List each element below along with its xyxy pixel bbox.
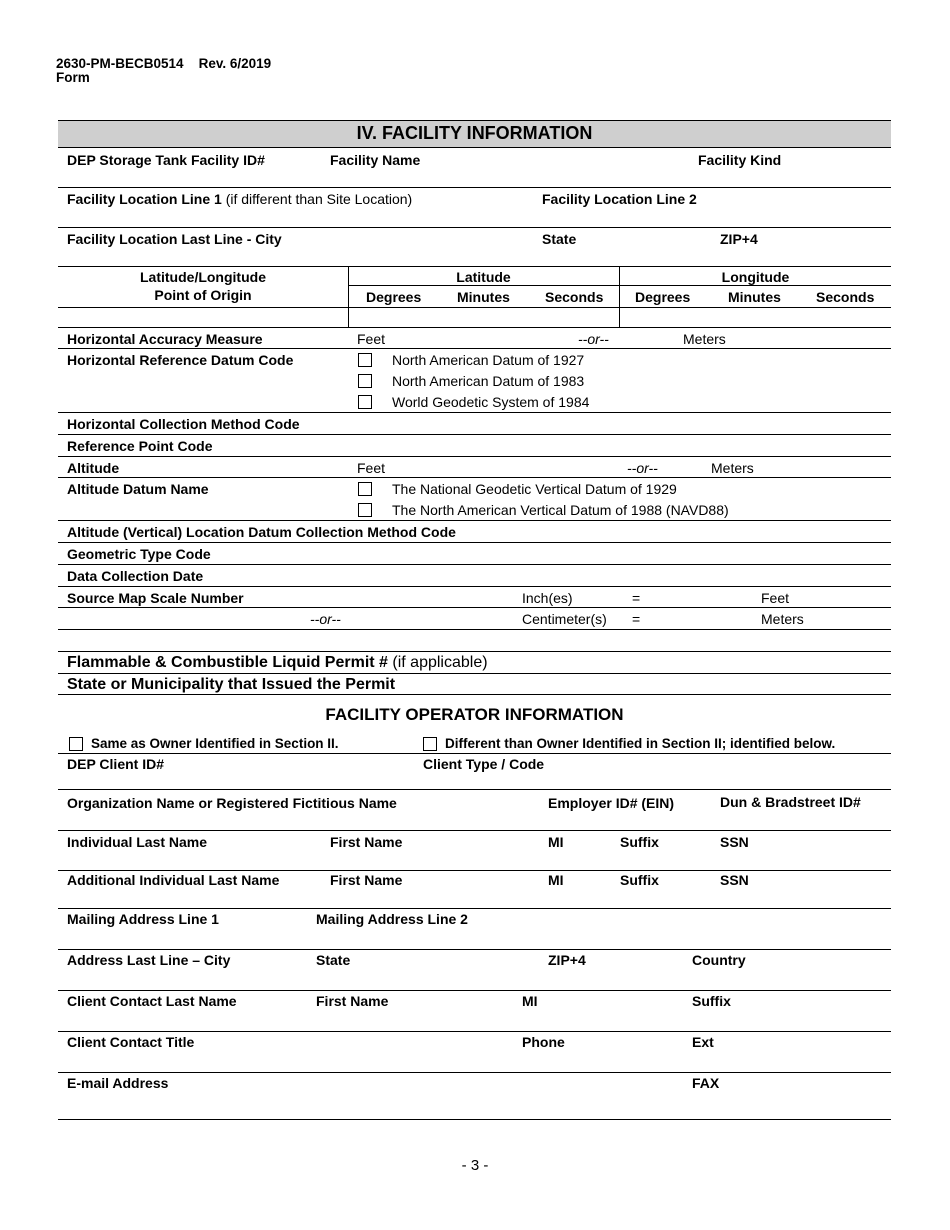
contact-mi-label: MI (522, 993, 538, 1009)
same-as-owner-checkbox[interactable] (69, 737, 83, 751)
mailing-line1-label: Mailing Address Line 1 (67, 911, 219, 927)
horizontal-accuracy-label: Horizontal Accuracy Measure (67, 331, 263, 347)
equals-sign: = (632, 611, 641, 627)
location-state-label: State (542, 231, 577, 247)
divider (58, 753, 891, 754)
horizontal-datum-label: Horizontal Reference Datum Code (67, 352, 294, 368)
first-name-label: First Name (330, 872, 403, 888)
divider (619, 266, 620, 327)
long-minutes-header: Minutes (728, 289, 781, 305)
divider (58, 187, 891, 188)
longitude-header: Longitude (721, 269, 790, 285)
long-degrees-header: Degrees (635, 289, 691, 305)
divider (58, 266, 891, 267)
accuracy-feet-label: Feet (357, 331, 386, 347)
different-owner-checkbox[interactable] (423, 737, 437, 751)
altitude-or-label: --or-- (627, 460, 658, 476)
scale-meters-label: Meters (761, 611, 804, 627)
country-label: Country (692, 952, 746, 968)
altitude-label: Altitude (67, 460, 120, 476)
datum-1983-checkbox[interactable] (358, 374, 372, 388)
origin-label-line2: Point of Origin (154, 287, 252, 303)
scale-or-label: --or-- (310, 611, 341, 627)
divider (58, 456, 891, 457)
accuracy-meters-label: Meters (683, 331, 726, 347)
individual-last-label: Individual Last Name (67, 834, 208, 850)
suffix-label: Suffix (620, 872, 659, 888)
dep-client-id-label: DEP Client ID# (67, 756, 164, 772)
datum-option-label: North American Datum of 1927 (392, 352, 585, 368)
contact-last-label: Client Contact Last Name (67, 993, 237, 1009)
divider (58, 477, 891, 478)
contact-suffix-label: Suffix (692, 993, 731, 1009)
divider (58, 694, 891, 695)
horizontal-method-label: Horizontal Collection Method Code (67, 416, 300, 432)
form-id: 2630-PM-BECB0514 Rev. 6/2019 (56, 56, 272, 71)
divider (58, 307, 891, 308)
divider (58, 434, 891, 435)
reference-point-label: Reference Point Code (67, 438, 213, 454)
mi-label: MI (548, 834, 564, 850)
location-city-label: Facility Location Last Line - City (67, 231, 282, 247)
contact-title-label: Client Contact Title (67, 1034, 195, 1050)
additional-last-label: Additional Individual Last Name (67, 872, 280, 888)
address-city-label: Address Last Line – City (67, 952, 231, 968)
lat-minutes-header: Minutes (457, 289, 510, 305)
email-label: E-mail Address (67, 1075, 169, 1091)
phone-label: Phone (522, 1034, 565, 1050)
divider (58, 908, 891, 909)
divider (58, 651, 891, 652)
datum-option-label: World Geodetic System of 1984 (392, 394, 590, 410)
section-title: IV. FACILITY INFORMATION (356, 123, 593, 143)
scale-feet-label: Feet (761, 590, 790, 606)
equals-sign: = (632, 590, 641, 606)
divider (58, 607, 891, 608)
divider (58, 949, 891, 950)
divider (58, 586, 891, 587)
divider (58, 1031, 891, 1032)
client-type-label: Client Type / Code (423, 756, 545, 772)
divider (58, 564, 891, 565)
form-label: Form (56, 70, 90, 85)
divider (58, 830, 891, 831)
org-name-label: Organization Name or Registered Fictitious Name (67, 795, 397, 811)
first-name-label: First Name (330, 834, 403, 850)
divider (58, 520, 891, 521)
source-map-scale-label: Source Map Scale Number (67, 590, 244, 606)
divider (58, 789, 891, 790)
divider (348, 266, 349, 327)
accuracy-or-label: --or-- (578, 331, 609, 347)
altitude-option-label: The National Geodetic Vertical Datum of 1929 (392, 481, 677, 497)
mailing-line2-label: Mailing Address Line 2 (316, 911, 468, 927)
address-state-label: State (316, 952, 351, 968)
operator-section-title: FACILITY OPERATOR INFORMATION (325, 705, 624, 724)
location-line2-label: Facility Location Line 2 (542, 191, 697, 207)
facility-id-label: DEP Storage Tank Facility ID# (67, 152, 265, 168)
divider (58, 1072, 891, 1073)
lat-degrees-header: Degrees (366, 289, 422, 305)
origin-label-line1: Latitude/Longitude (140, 269, 266, 285)
datum-1927-checkbox[interactable] (358, 353, 372, 367)
latitude-header: Latitude (456, 269, 511, 285)
same-as-owner-label: Same as Owner Identified in Section II. (91, 736, 339, 751)
ein-label: Employer ID# (EIN) (548, 795, 675, 811)
divider (58, 348, 891, 349)
permit-label: Flammable & Combustible Liquid Permit # (if applicable) (67, 654, 488, 671)
altitude-option-label: The North American Vertical Datum of 1988 (NAVD88) (392, 502, 729, 518)
divider (58, 327, 891, 328)
mi-label: MI (548, 872, 564, 888)
centimeters-label: Centimeter(s) (522, 611, 607, 627)
divider (58, 412, 891, 413)
divider (58, 870, 891, 871)
altitude-meters-label: Meters (711, 460, 754, 476)
collection-date-label: Data Collection Date (67, 568, 204, 584)
page-number: - 3 - (461, 1157, 489, 1174)
divider (58, 673, 891, 674)
ssn-label: SSN (720, 872, 749, 888)
divider (58, 542, 891, 543)
permit-issuer-label: State or Municipality that Issued the Permit (67, 676, 396, 693)
vertical-method-label: Altitude (Vertical) Location Datum Collection Method Code (67, 524, 456, 540)
altitude-ngvd29-checkbox[interactable] (358, 482, 372, 496)
long-seconds-header: Seconds (816, 289, 875, 305)
geometric-type-label: Geometric Type Code (67, 546, 211, 562)
suffix-label: Suffix (620, 834, 659, 850)
fax-label: FAX (692, 1075, 720, 1091)
altitude-datum-label: Altitude Datum Name (67, 481, 209, 497)
altitude-feet-label: Feet (357, 460, 386, 476)
facility-name-label: Facility Name (330, 152, 421, 168)
altitude-navd88-checkbox[interactable] (358, 503, 372, 517)
different-owner-label: Different than Owner Identified in Section II; identified below. (445, 736, 836, 751)
divider (58, 1119, 891, 1120)
divider (58, 990, 891, 991)
ext-label: Ext (692, 1034, 714, 1050)
datum-wgs84-checkbox[interactable] (358, 395, 372, 409)
location-line1-label: Facility Location Line 1 (if different than Site Location) (67, 191, 413, 207)
address-zip-label: ZIP+4 (548, 952, 586, 968)
divider (58, 227, 891, 228)
datum-option-label: North American Datum of 1983 (392, 373, 585, 389)
ssn-label: SSN (720, 834, 749, 850)
contact-first-label: First Name (316, 993, 389, 1009)
duns-label: Dun & Bradstreet ID# (720, 794, 861, 810)
divider (58, 629, 891, 630)
location-zip-label: ZIP+4 (720, 231, 758, 247)
facility-kind-label: Facility Kind (698, 152, 782, 168)
inches-label: Inch(es) (522, 590, 573, 606)
lat-seconds-header: Seconds (545, 289, 604, 305)
